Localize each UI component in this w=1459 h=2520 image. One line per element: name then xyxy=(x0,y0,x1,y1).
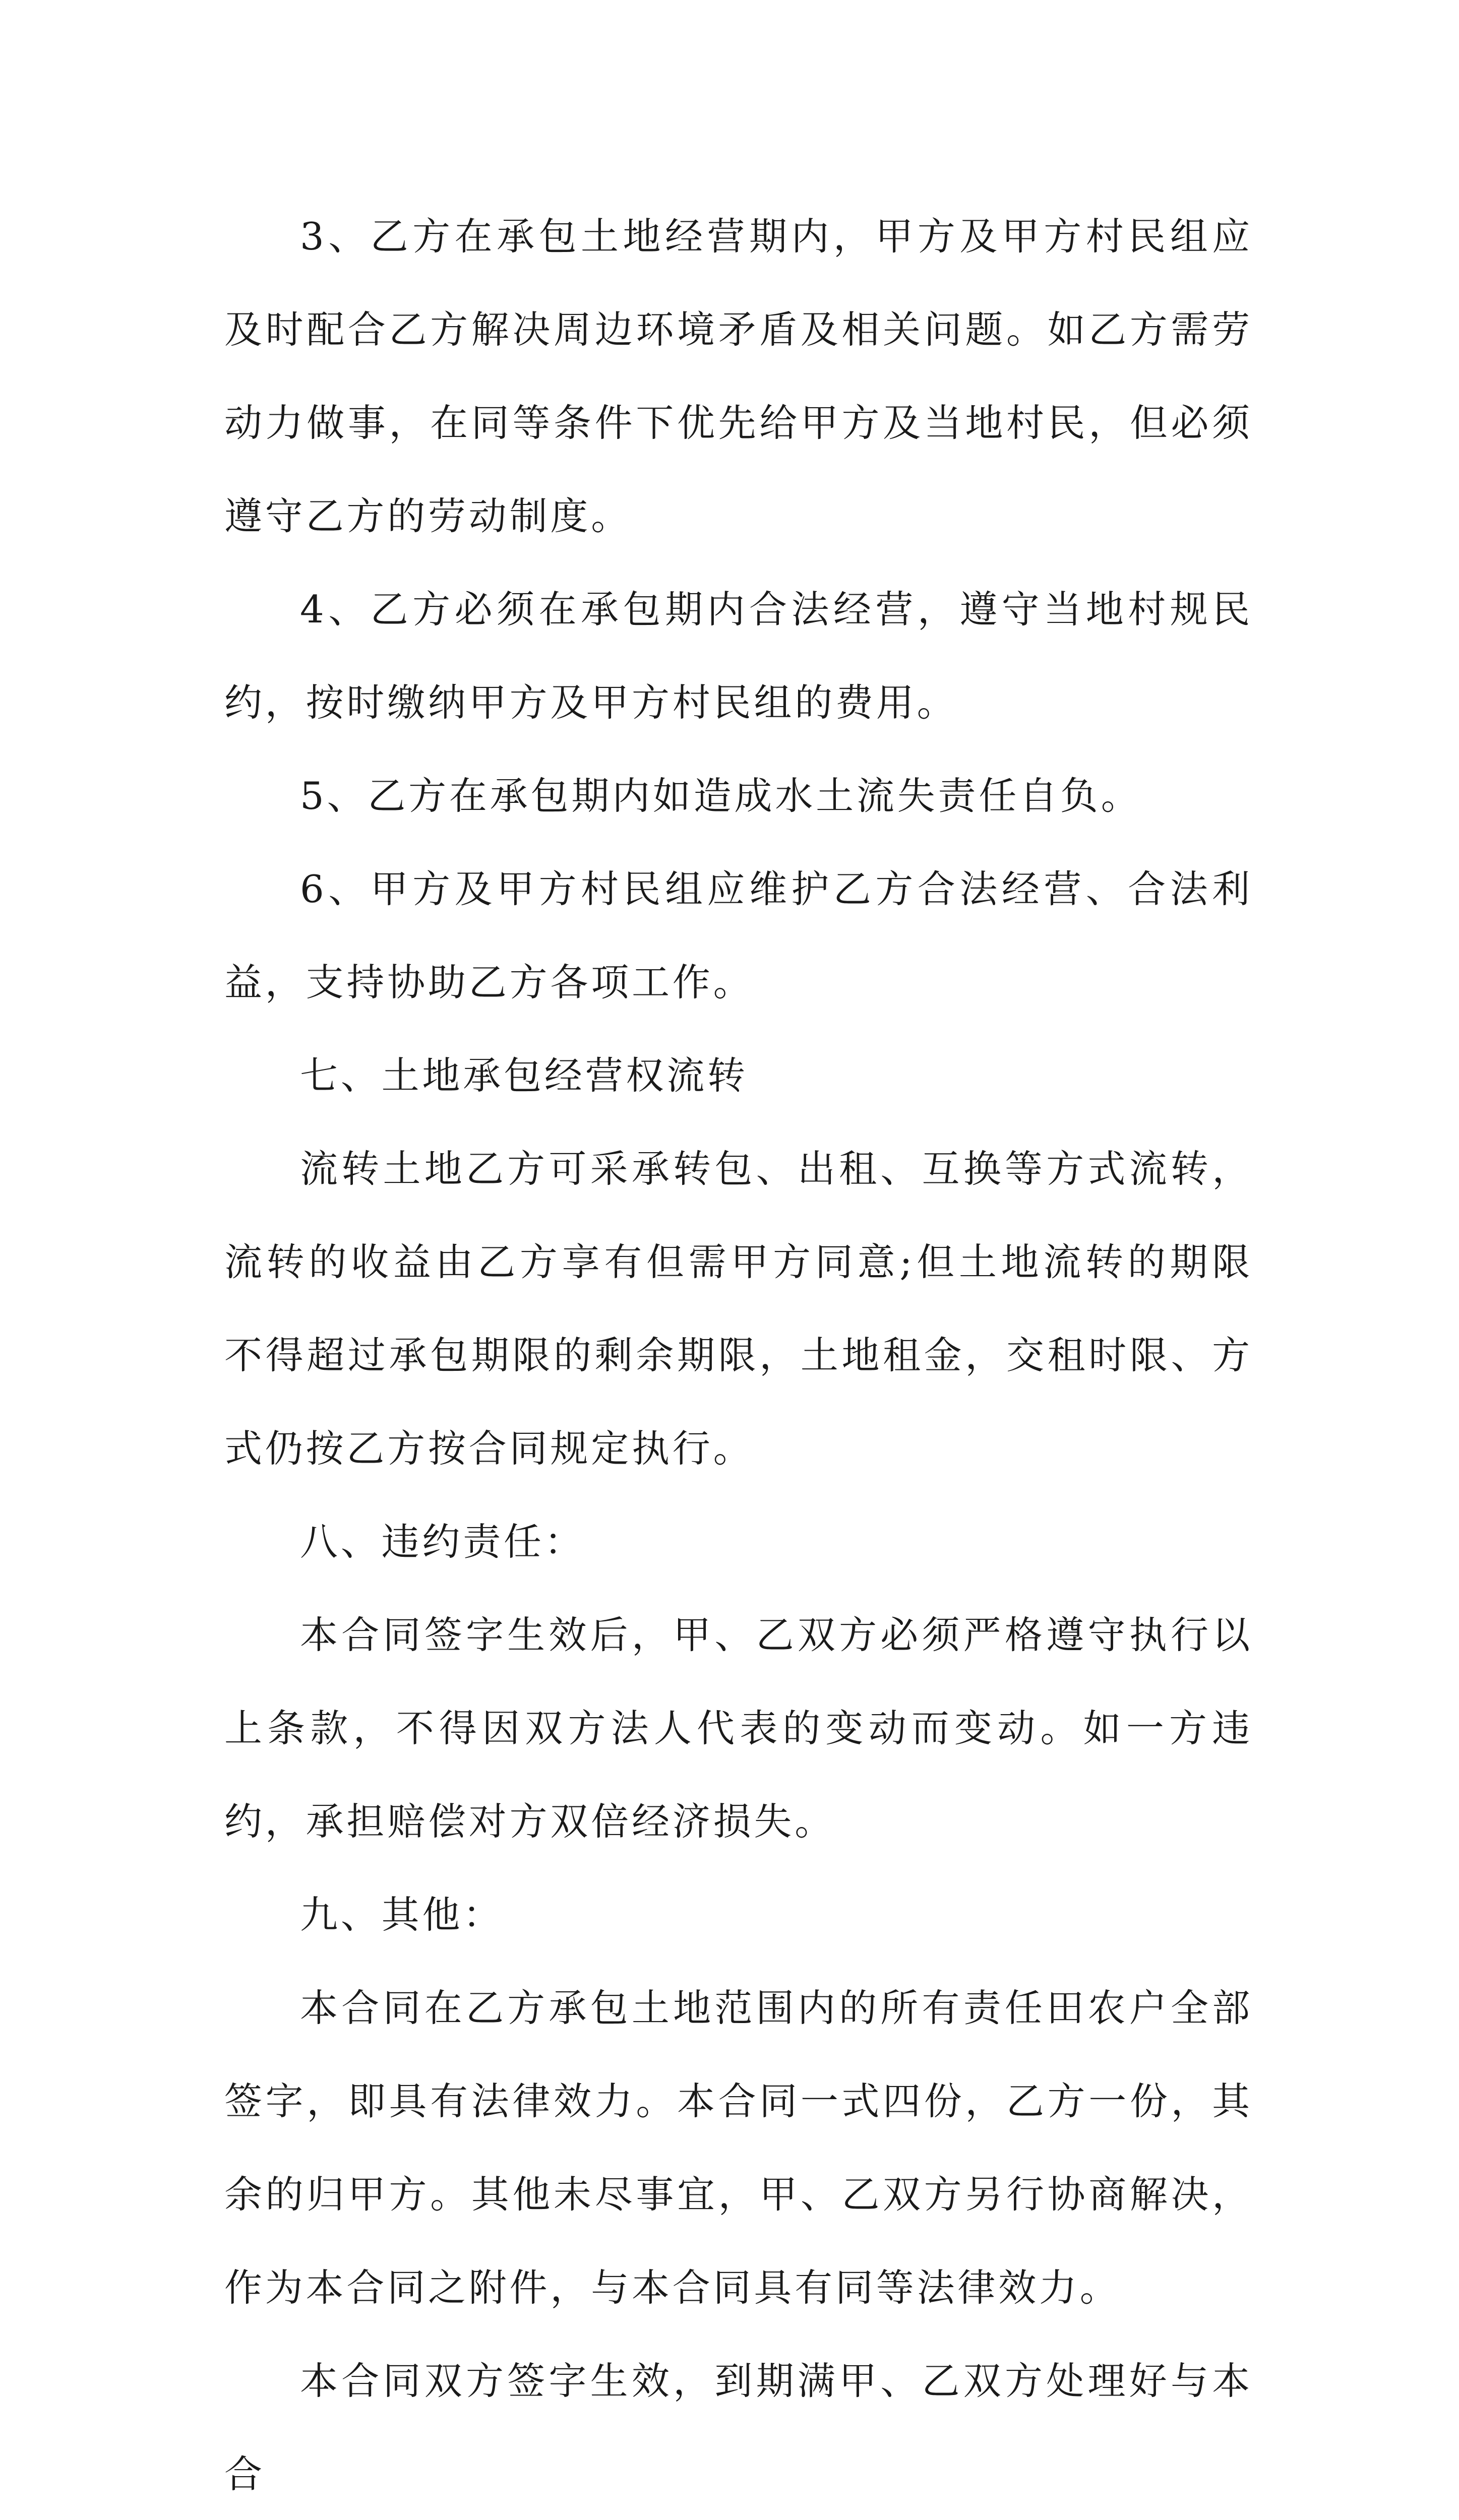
document-body xyxy=(224,190,1253,2520)
paragraph-section-8-body: 本合同签字生效后，甲、乙双方必须严格遵守执行以上条款，不得因双方法人代表的变动而变动。如一方违约，承担赔偿对方双倍经济损失。 xyxy=(224,1613,1253,1844)
paragraph-clause-5: 5、乙方在承包期内如造成水土流失责任自负。 xyxy=(300,774,1142,818)
paragraph-clause-3: 3、乙方在承包土地经营期内，甲方及甲方村民组应及时配合乙方解决周边环境矛盾及相关问题。如乙方需劳动力做事，在同等条件下优先给甲方及当地村民，但必须遵守乙方的劳动制度。 xyxy=(224,214,1253,538)
paragraph-section-9-body: 本合同在乙方承包土地范围内的所有责任田农户全部签字，即具有法律效力。本合同一式四份，乙方一份，其余的归甲方。其他未尽事宜，甲、乙双方另行协商解决，作为本合同之附件，与本合同具有同等法律效力。 xyxy=(224,1986,1253,2310)
paragraph-clause-6: 6、甲方及甲方村民组应维护乙方合法经营、合法利益，支持协助乙方各项工作。 xyxy=(224,867,1253,1004)
paragraph-clause-4: 4、乙方必须在承包期内合法经营，遵守当地村规民约，按时缴纳甲方及甲方村民组的费用。 xyxy=(224,587,1253,725)
section-heading-7: 七、土地承包经营权流转 xyxy=(300,1053,748,1098)
paragraph-section-7-body: 流转土地乙方可采承转包、出租、互换等方式流转，流转的收益由乙方享有但需甲方同意;但土地流转的期限不得超过承包期限的剩余期限，土地租金，交租时限、方式仍按乙方按合同规定执行。 xyxy=(224,1147,1253,1471)
section-heading-9: 九、其他： xyxy=(300,1893,504,1937)
section-heading-8: 八、违约责任： xyxy=(300,1520,585,1564)
paragraph-closing: 本合同双方签字生效，到期满甲、乙双方处理好与本合 xyxy=(224,2359,1253,2496)
